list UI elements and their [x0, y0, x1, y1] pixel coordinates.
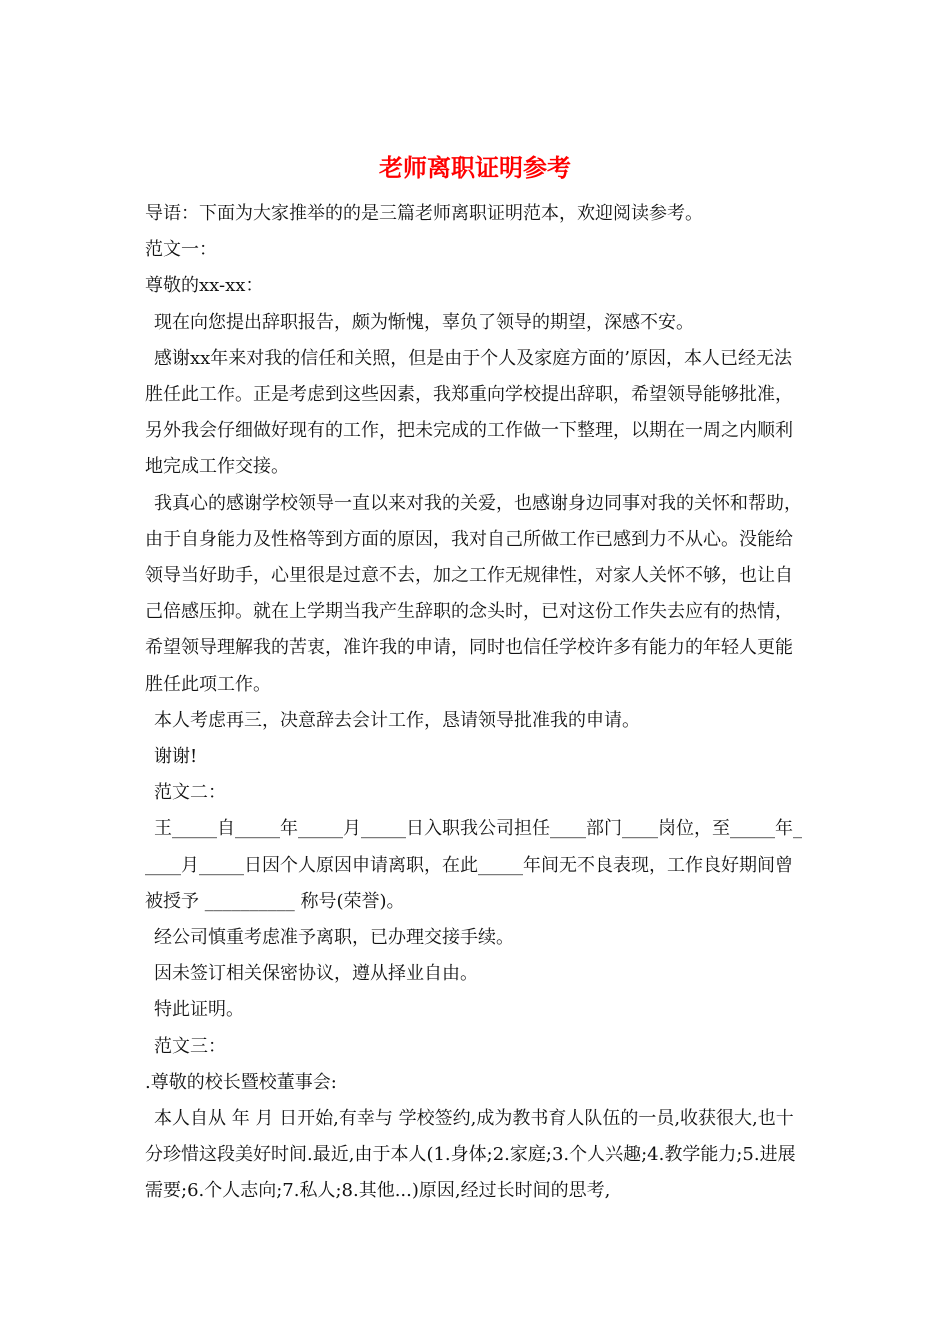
document-title: 老师离职证明参考 — [379, 153, 571, 182]
sample-one-heading: 范文一： — [145, 239, 217, 261]
body-paragraph: 我真心的感谢学校领导一直以来对我的关爱，也感谢身边同事对我的关怀和帮助，由于自身能力及性格等到方面的原因，我对自己所做工作已感到力不从心。没能给领导当好助手，心里很是过意不去，加之工作无规律性，对家人关怀不够，也让自己倍感压抑。就在上学期当我产生辞职的念头时，已对这份工作失去应有的热情，希望领导理解我的苦衷，准许我的申请，同时也信任学校许多有能力的年轻人更能胜任此项工作。 — [145, 492, 802, 695]
body-paragraph: 本人考虑再三，决意辞去会计工作，恳请领导批准我的申请。 — [154, 709, 640, 731]
certification-line: 特此证明。 — [154, 999, 244, 1021]
salutation: .尊敬的校长暨校董事会: — [145, 1071, 337, 1093]
body-paragraph: 经公司慎重考虑准予离职，已办理交接手续。 — [154, 927, 514, 949]
sample-two-heading: 范文二： — [154, 782, 226, 804]
body-paragraph: 感谢xx年来对我的信任和关照，但是由于个人及家庭方面的’原因，本人已经无法胜任此工作。正是考虑到这些因素，我郑重向学校提出辞职，希望领导能够批准，另外我会仔细做好现有的工作，把未完成的工作做一下整理，以期在一周之内顺利地完成工作交接。 — [145, 347, 793, 478]
certificate-paragraph: 王_____自_____年_____月_____日入职我公司担任____部门____岗位，至_____年_____月_____日因个人原因申请离职，在此_____年间无不良表现，工作良好期间曾被授予 __________ 称号(荣誉)。 — [145, 818, 802, 912]
thanks-line: 谢谢! — [154, 746, 198, 768]
intro-paragraph: 导语：下面为大家推举的的是三篇老师离职证明范本，欢迎阅读参考。 — [145, 203, 703, 224]
salutation: 尊敬的xx-xx： — [145, 275, 264, 297]
body-paragraph: 本人自从 年 月 日开始,有幸与 学校签约,成为教书育人队伍的一员,收获很大,也十分珍惜这段美好时间.最近,由于本人(1.身体;2.家庭;3.个人兴趣;4.教学能力;5.进展需要;6.个人志向;7.私人;8.其他...)原因,经过长时间的思考, — [145, 1108, 796, 1202]
document-body — [145, 196, 807, 1210]
body-paragraph: 现在向您提出辞职报告，颇为惭愧，辜负了领导的期望，深感不安。 — [154, 311, 694, 333]
body-paragraph: 因未签订相关保密协议，遵从择业自由。 — [154, 963, 478, 985]
sample-three-heading: 范文三： — [154, 1035, 226, 1057]
